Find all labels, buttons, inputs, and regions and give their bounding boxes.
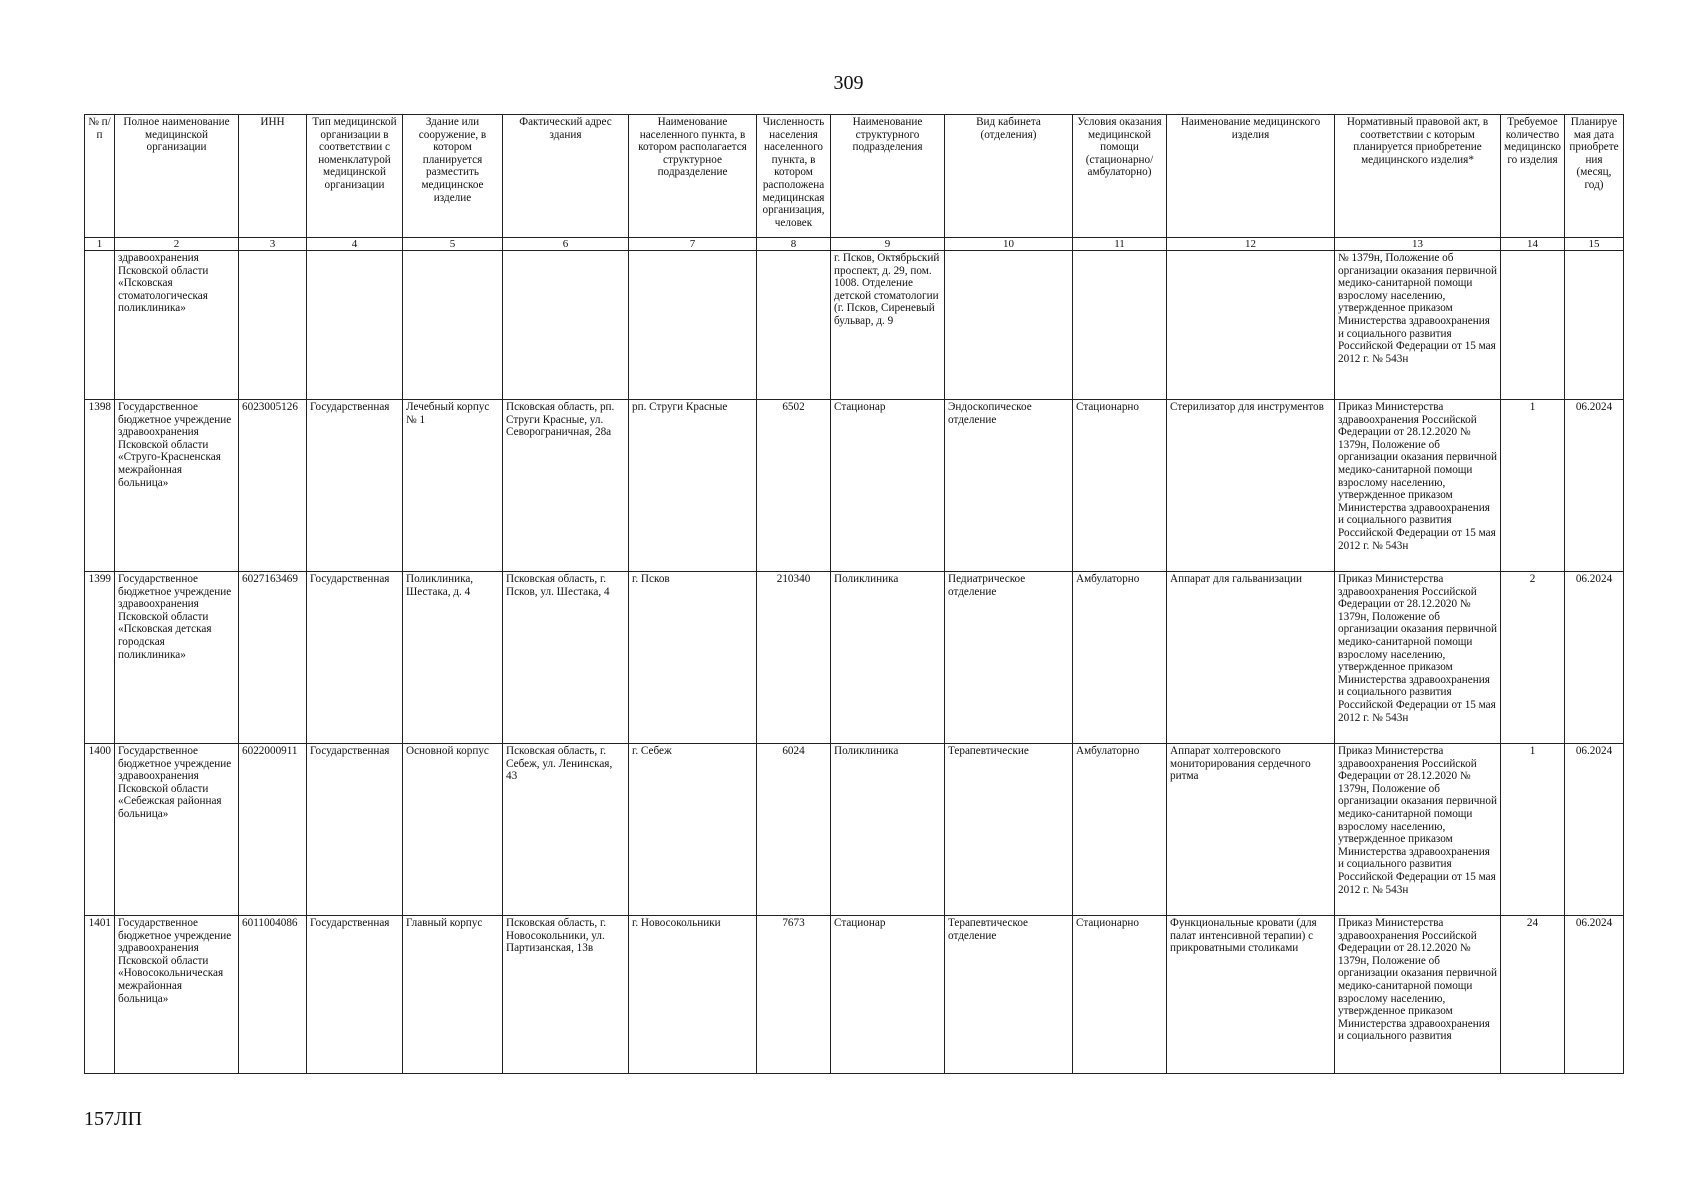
- cell-act: Приказ Министерства здравоохранения Российской Федерации от 28.12.2020 № 1379н, Положение об организации оказания первичной медико-санитарной помощи взрослому населению, утвержденное приказом Министерства здравоохранения и социального развития: [1335, 916, 1501, 1074]
- cell-cabinet: Терапевтические: [945, 744, 1073, 916]
- cell-org: здравоохранения Псковской области «Псковская стоматологическая поликлиника»: [115, 251, 239, 400]
- cell: [307, 251, 403, 400]
- cell-locality: рп. Струги Красные: [629, 400, 757, 572]
- cell-device: Аппарат холтеровского мониторирования сердечного ритма: [1167, 744, 1335, 916]
- col-header-inn: ИНН: [239, 115, 307, 238]
- cell-unit: Стационар: [831, 400, 945, 572]
- cell: [85, 251, 115, 400]
- cell-inn: 6023005126: [239, 400, 307, 572]
- cell-cabinet: Педиатрическое отделение: [945, 572, 1073, 744]
- cell-qty: 24: [1501, 916, 1565, 1074]
- cell-type: Государственная: [307, 744, 403, 916]
- cell-inn: 6011004086: [239, 916, 307, 1074]
- cell-cabinet: Терапевтическое отделение: [945, 916, 1073, 1074]
- cell-inn: 6022000911: [239, 744, 307, 916]
- cell-act: Приказ Министерства здравоохранения Российской Федерации от 28.12.2020 № 1379н, Положение об организации оказания первичной медико-санитарной помощи взрослому населению, утвержденное приказом Министерства здравоохранения и социального развития Российской Федерации от 15 мая 2012 г. № 543н: [1335, 400, 1501, 572]
- cell-building: Основной корпус: [403, 744, 503, 916]
- cell-unit: г. Псков, Октябрьский проспект, д. 29, пом. 1008. Отделение детской стоматологии (г. Псков, Сиреневый бульвар, д. 9: [831, 251, 945, 400]
- col-header-type: Тип медицинской организации в соответствии с номенклатурой медицинской организации: [307, 115, 403, 238]
- cell-number: 1399: [85, 572, 115, 744]
- cell-building: Лечебный корпус № 1: [403, 400, 503, 572]
- cell-device: Стерилизатор для инструментов: [1167, 400, 1335, 572]
- col-header-unit: Наименование структурного подразделения: [831, 115, 945, 238]
- col-number: 10: [945, 238, 1073, 251]
- cell-locality: г. Псков: [629, 572, 757, 744]
- col-header-locality: Наименование населенного пункта, в котором располагается структурное подразделение: [629, 115, 757, 238]
- cell-conditions: Амбулаторно: [1073, 744, 1167, 916]
- column-number-row: [85, 238, 1624, 251]
- cell-device: Аппарат для гальванизации: [1167, 572, 1335, 744]
- cell-type: Государственная: [307, 916, 403, 1074]
- cell-address: Псковская область, г. Новосокольники, ул. Партизанская, 13в: [503, 916, 629, 1074]
- col-number: 2: [115, 238, 239, 251]
- header-row: [85, 115, 1624, 238]
- cell-type: Государственная: [307, 400, 403, 572]
- cell-org: Государственное бюджетное учреждение здравоохранения Псковской области «Себежская районная больница»: [115, 744, 239, 916]
- cell-locality: г. Себеж: [629, 744, 757, 916]
- col-number: 8: [757, 238, 831, 251]
- cell: [757, 251, 831, 400]
- col-header-act: Нормативный правовой акт, в соответствии с которым планируется приобретение медицинского изделия*: [1335, 115, 1501, 238]
- cell-date: 06.2024: [1565, 744, 1624, 916]
- col-number: 12: [1167, 238, 1335, 251]
- cell: [403, 251, 503, 400]
- cell-address: Псковская область, рп. Струги Красные, ул. Севорограничная, 28а: [503, 400, 629, 572]
- cell: [945, 251, 1073, 400]
- cell-conditions: Амбулаторно: [1073, 572, 1167, 744]
- col-header-cabinet: Вид кабинета (отделения): [945, 115, 1073, 238]
- col-number: 6: [503, 238, 629, 251]
- cell-qty: 1: [1501, 744, 1565, 916]
- cell-address: Псковская область, г. Псков, ул. Шестака, 4: [503, 572, 629, 744]
- page-number: 309: [833, 72, 864, 94]
- cell-unit: Стационар: [831, 916, 945, 1074]
- table-row: [85, 916, 1624, 1074]
- cell-act: № 1379н, Положение об организации оказания первичной медико-санитарной помощи взрослому населению, утвержденное приказом Министерства здравоохранения и социального развития Российской Федерации от 15 мая 2012 г. № 543н: [1335, 251, 1501, 400]
- cell-org: Государственное бюджетное учреждение здравоохранения Псковской области «Псковская детская городская поликлиника»: [115, 572, 239, 744]
- cell-conditions: Стационарно: [1073, 400, 1167, 572]
- footer-code: 157ЛП: [84, 1108, 143, 1130]
- cell-number: 1400: [85, 744, 115, 916]
- cell: [1501, 251, 1565, 400]
- col-header-population: Численность населения населенного пункта, в котором расположена медицинская организация, человек: [757, 115, 831, 238]
- cell-number: 1398: [85, 400, 115, 572]
- cell-population: 6502: [757, 400, 831, 572]
- col-number: 3: [239, 238, 307, 251]
- table-row: [85, 744, 1624, 916]
- cell: [1565, 251, 1624, 400]
- cell: [1167, 251, 1335, 400]
- cell-locality: г. Новосокольники: [629, 916, 757, 1074]
- cell-qty: 2: [1501, 572, 1565, 744]
- cell-type: Государственная: [307, 572, 403, 744]
- cell-date: 06.2024: [1565, 916, 1624, 1074]
- cell-inn: 6027163469: [239, 572, 307, 744]
- col-number: 11: [1073, 238, 1167, 251]
- cell-population: 210340: [757, 572, 831, 744]
- col-number: 13: [1335, 238, 1501, 251]
- col-header-org: Полное наименование медицинской организации: [115, 115, 239, 238]
- cell-cabinet: Эндоскопическое отделение: [945, 400, 1073, 572]
- cell: [629, 251, 757, 400]
- cell-number: 1401: [85, 916, 115, 1074]
- table-row: [85, 572, 1624, 744]
- cell-act: Приказ Министерства здравоохранения Российской Федерации от 28.12.2020 № 1379н, Положение об организации оказания первичной медико-санитарной помощи взрослому населению, утвержденное приказом Министерства здравоохранения и социального развития Российской Федерации от 15 мая 2012 г. № 543н: [1335, 744, 1501, 916]
- cell-address: Псковская область, г. Себеж, ул. Ленинская, 43: [503, 744, 629, 916]
- col-header-building: Здание или сооружение, в котором планируется разместить медицинское изделие: [403, 115, 503, 238]
- table-row-continuation: [85, 251, 1624, 400]
- col-number: 14: [1501, 238, 1565, 251]
- cell-building: Главный корпус: [403, 916, 503, 1074]
- col-number: 9: [831, 238, 945, 251]
- col-header-address: Фактический адрес здания: [503, 115, 629, 238]
- cell-org: Государственное бюджетное учреждение здравоохранения Псковской области «Новосокольническая межрайонная больница»: [115, 916, 239, 1074]
- col-header-number: № п/п: [85, 115, 115, 238]
- cell: [239, 251, 307, 400]
- col-number: 15: [1565, 238, 1624, 251]
- cell-org: Государственное бюджетное учреждение здравоохранения Псковской области «Струго-Красненская межрайонная больница»: [115, 400, 239, 572]
- cell-unit: Поликлиника: [831, 572, 945, 744]
- cell-conditions: Стационарно: [1073, 916, 1167, 1074]
- equipment-table: [84, 114, 1624, 1074]
- cell-act: Приказ Министерства здравоохранения Российской Федерации от 28.12.2020 № 1379н, Положение об организации оказания первичной медико-санитарной помощи взрослому населению, утвержденное приказом Министерства здравоохранения и социального развития Российской Федерации от 15 мая 2012 г. № 543н: [1335, 572, 1501, 744]
- cell-device: Функциональные кровати (для палат интенсивной терапии) с прикроватными столиками: [1167, 916, 1335, 1074]
- cell-building: Поликлиника, Шестака, д. 4: [403, 572, 503, 744]
- cell-population: 6024: [757, 744, 831, 916]
- cell-qty: 1: [1501, 400, 1565, 572]
- col-number: 5: [403, 238, 503, 251]
- table-row: [85, 400, 1624, 572]
- col-header-conditions: Условия оказания медицинской помощи (стационарно/ амбулаторно): [1073, 115, 1167, 238]
- cell-population: 7673: [757, 916, 831, 1074]
- col-number: 7: [629, 238, 757, 251]
- cell-date: 06.2024: [1565, 572, 1624, 744]
- cell-date: 06.2024: [1565, 400, 1624, 572]
- col-header-qty: Требуемое количество медицинского изделия: [1501, 115, 1565, 238]
- col-header-device: Наименование медицинского изделия: [1167, 115, 1335, 238]
- col-number: 4: [307, 238, 403, 251]
- cell: [503, 251, 629, 400]
- cell-unit: Поликлиника: [831, 744, 945, 916]
- cell: [1073, 251, 1167, 400]
- col-number: 1: [85, 238, 115, 251]
- col-header-date: Планируемая дата приобретения (месяц, год): [1565, 115, 1624, 238]
